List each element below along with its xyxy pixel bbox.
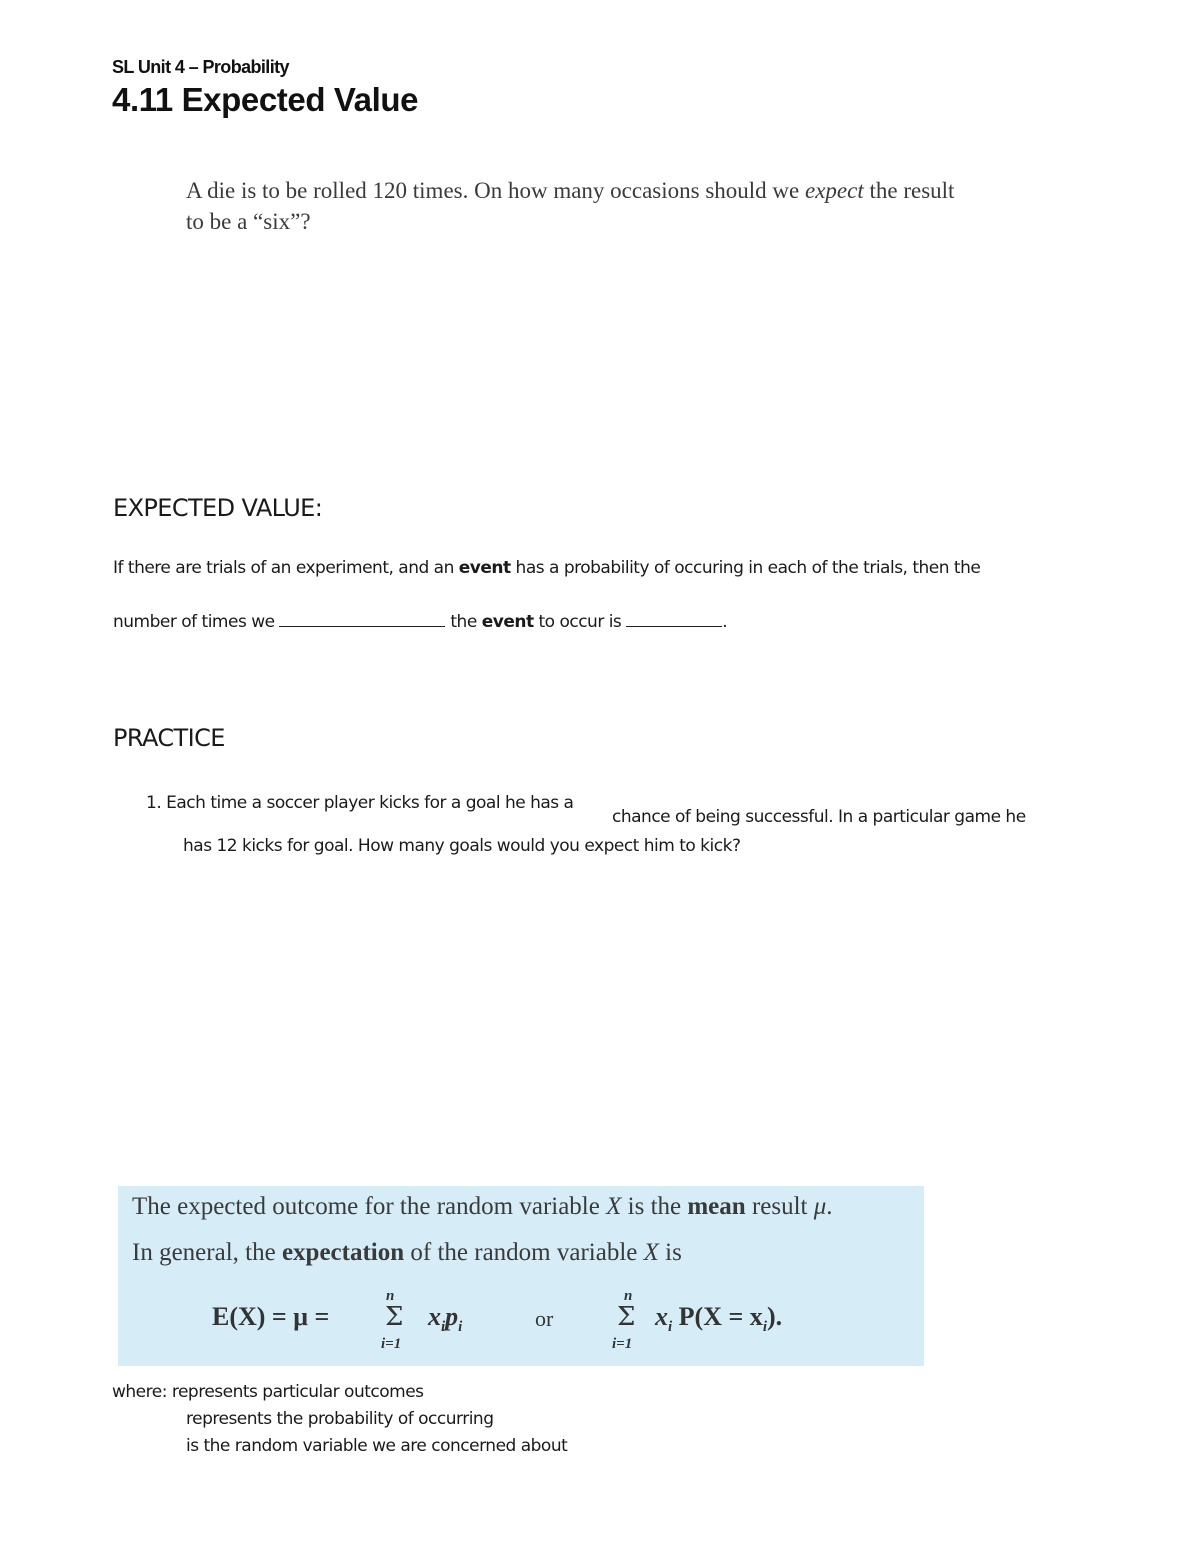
box2-a: In general, the: [132, 1239, 282, 1266]
intro-expect: expect: [805, 178, 864, 203]
def1-event: event: [458, 558, 511, 578]
intro-line1-b: the result: [863, 178, 955, 203]
sum-upper-right: n: [624, 1288, 633, 1304]
term-right-sub2: i: [762, 1319, 767, 1336]
box1-var: X: [606, 1193, 622, 1220]
blank-answer[interactable]: [626, 610, 722, 627]
def2-a: number of times we: [113, 612, 280, 632]
where-line-3: is the random variable we are concerned about: [186, 1436, 568, 1456]
page-title: 4.11 Expected Value: [112, 81, 419, 118]
where-line-1: where: represents particular outcomes: [112, 1382, 424, 1402]
definition-line-2: [113, 610, 727, 632]
box2-var: X: [643, 1239, 659, 1266]
question-1-line-1b: chance of being successful. In a particular game he: [612, 807, 1026, 827]
question-1-line-2: has 12 kicks for goal. How many goals would you expect him to kick?: [183, 836, 741, 856]
def1-a: If there are trials of an experiment, and an: [113, 558, 459, 578]
practice-heading: PRACTICE: [113, 724, 225, 752]
box-line-2: [132, 1239, 682, 1267]
term-right-rest: P(X = x: [672, 1302, 763, 1331]
definition-line-1: [113, 558, 980, 578]
or-word: or: [535, 1306, 554, 1331]
sigma-left-icon: Σ: [385, 1302, 404, 1332]
box2-expectation: expectation: [281, 1239, 405, 1266]
def2-event: event: [481, 612, 534, 632]
def2-c: to occur is: [533, 612, 627, 632]
intro-line1-a: A die is to be rolled 120 times. On how many occasions should we: [186, 178, 806, 203]
term-left-x: x: [428, 1302, 441, 1331]
def2-b: the: [445, 612, 482, 632]
box1-b: is the: [621, 1193, 688, 1220]
term-left-p: p: [445, 1302, 459, 1331]
box1-mean: mean: [687, 1193, 746, 1220]
term-left-p-sub: i: [458, 1319, 463, 1336]
box1-mu: μ: [813, 1193, 827, 1220]
box1-a: The expected outcome for the random variable: [132, 1193, 607, 1220]
formula-expectation: E(X) = μ =: [212, 1302, 330, 1331]
sum-upper-left: n: [386, 1288, 395, 1304]
term-left: [428, 1302, 462, 1336]
box2-c: is: [658, 1239, 682, 1266]
def1-b: has a probability of occuring in each of the trials, then the: [510, 558, 981, 578]
blank-expect[interactable]: [279, 610, 445, 627]
term-right-sub: i: [668, 1319, 673, 1336]
where-line-2: represents the probability of occurring: [186, 1409, 494, 1429]
question-number: 1.: [146, 793, 162, 813]
sum-lower-left: i=1: [381, 1336, 402, 1352]
q1-part1: Each time a soccer player kicks for a goal he has a: [166, 793, 574, 813]
term-left-x-sub: i: [441, 1319, 446, 1336]
term-right-x: x: [655, 1302, 668, 1331]
term-right: [655, 1302, 782, 1336]
sigma-right-icon: Σ: [617, 1302, 636, 1332]
intro-question: [186, 175, 954, 237]
box-line-1: [132, 1193, 833, 1221]
sum-lower-right: i=1: [612, 1336, 633, 1352]
def2-d: .: [722, 612, 728, 632]
box1-d: .: [826, 1193, 833, 1220]
term-right-end: ).: [766, 1302, 783, 1331]
intro-line2: to be a “six”?: [186, 209, 311, 234]
question-1-line-1: [146, 793, 573, 813]
unit-label: SL Unit 4 – Probability: [112, 57, 289, 77]
expected-value-heading: EXPECTED VALUE:: [113, 494, 323, 522]
box1-c: result: [745, 1193, 814, 1220]
box2-b: of the random variable: [404, 1239, 644, 1266]
